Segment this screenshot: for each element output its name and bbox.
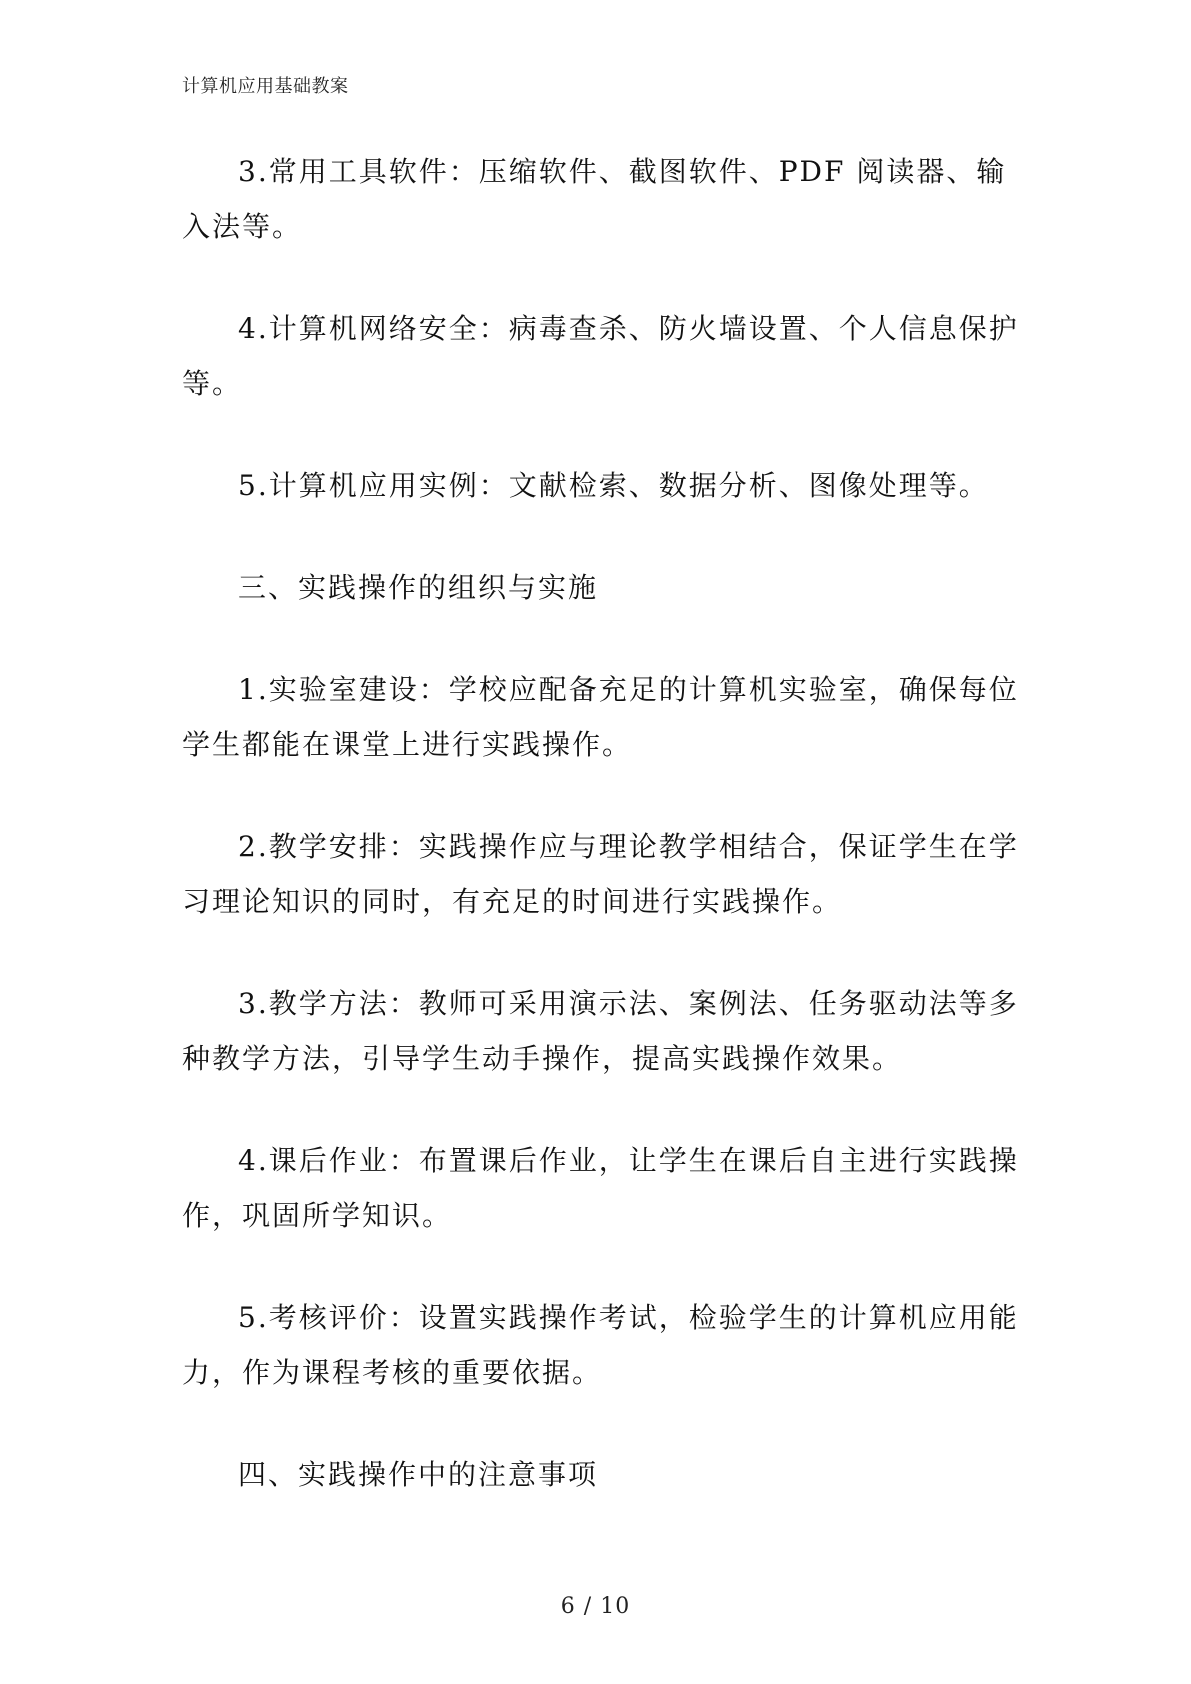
paragraph-homework: 4.课后作业：布置课后作业，让学生在课后自主进行实践操作，巩固所学知识。 [182,1144,1019,1232]
page-header-title: 计算机应用基础教案 [182,76,349,97]
paragraph-network-security: 4.计算机网络安全：病毒查杀、防火墙设置、个人信息保护等。 [182,312,1019,400]
paragraph-application-examples: 5.计算机应用实例：文献检索、数据分析、图像处理等。 [238,469,989,502]
paragraph-teaching-arrangement: 2.教学安排：实践操作应与理论教学相结合，保证学生在学习理论知识的同时，有充足的时间进行实践操作。 [182,830,1019,918]
paragraph-teaching-methods: 3.教学方法：教师可采用演示法、案例法、任务驱动法等多种教学方法，引导学生动手操作，提高实践操作效果。 [182,987,1019,1075]
section-heading-practice-organization: 三、实践操作的组织与实施 [238,571,599,604]
page-number: 6 / 10 [560,1594,631,1619]
section-heading-precautions: 四、实践操作中的注意事项 [238,1458,599,1491]
document-body [182,144,1022,1549]
paragraph-lab-construction: 1.实验室建设：学校应配备充足的计算机实验室，确保每位学生都能在课堂上进行实践操作。 [182,673,1019,761]
paragraph-assessment: 5.考核评价：设置实践操作考试，检验学生的计算机应用能力，作为课程考核的重要依据。 [182,1301,1019,1389]
paragraph-tools-software: 3.常用工具软件：压缩软件、截图软件、PDF 阅读器、输入法等。 [182,155,1007,243]
